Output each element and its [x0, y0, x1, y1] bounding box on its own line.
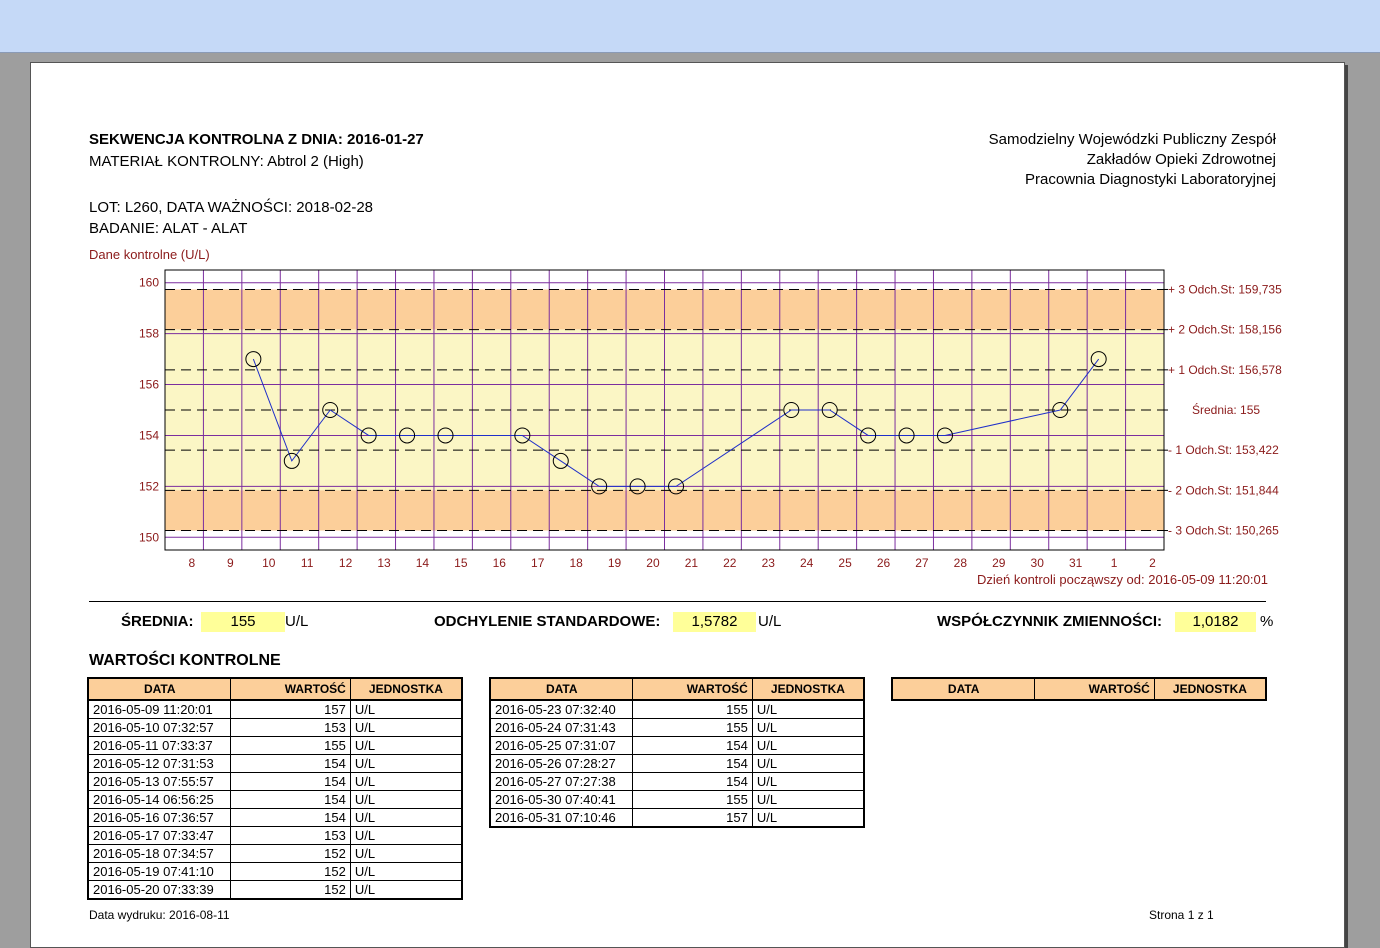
x-tick-label: 31	[1068, 556, 1083, 570]
value-cell: 154	[231, 791, 350, 809]
x-tick-label: 17	[531, 556, 545, 570]
x-tick-label: 22	[723, 556, 737, 570]
chart-footer-note: Dzień kontroli począwszy od: 2016-05-09 11:20:01	[977, 572, 1268, 587]
date-cell: 2016-05-12 07:31:53	[88, 755, 231, 773]
value-cell: 154	[231, 773, 350, 791]
col-header-value: WARTOŚĆ	[633, 678, 752, 700]
x-tick-label: 19	[607, 556, 622, 570]
table-row	[88, 755, 462, 773]
unit-cell: U/L	[752, 719, 864, 737]
date-cell: 2016-05-31 07:10:46	[490, 809, 633, 828]
x-tick-label: 15	[454, 556, 468, 570]
x-tick-label: 9	[226, 556, 234, 570]
unit-cell: U/L	[752, 700, 864, 719]
value-cell: 157	[633, 809, 752, 828]
report-title: SEKWENCJA KONTROLNA Z DNIA: 2016-01-27	[89, 131, 424, 148]
unit-cell: U/L	[752, 737, 864, 755]
table-row	[88, 863, 462, 881]
x-tick-label: 13	[377, 556, 391, 570]
table-row	[490, 700, 864, 719]
mean-unit: U/L	[285, 613, 309, 630]
divider	[89, 601, 1266, 602]
value-cell: 154	[633, 755, 752, 773]
cv-label: WSPÓŁCZYNNIK ZMIENNOŚCI:	[937, 613, 1162, 630]
lot-info: LOT: L260, DATA WAŻNOŚCI: 2018-02-28	[89, 199, 374, 216]
unit-cell: U/L	[752, 773, 864, 791]
col-header-value: WARTOŚĆ	[231, 678, 350, 700]
page-number: Strona 1 z 1	[1149, 908, 1214, 922]
date-cell: 2016-05-23 07:32:40	[490, 700, 633, 719]
test-name: BADANIE: ALAT - ALAT	[89, 220, 248, 237]
value-cell: 152	[231, 845, 350, 863]
sd-label: Średnia: 155	[1192, 403, 1261, 417]
x-tick-label: 26	[876, 556, 891, 570]
x-tick-label: 23	[761, 556, 775, 570]
print-date: Data wydruku: 2016-08-11	[89, 908, 230, 922]
table-row	[88, 827, 462, 845]
date-cell: 2016-05-30 07:40:41	[490, 791, 633, 809]
value-cell: 152	[231, 863, 350, 881]
x-tick-label: 16	[492, 556, 506, 570]
org-line-1: Samodzielny Wojewódzki Publiczny Zespół	[988, 131, 1276, 148]
sd-label: - 3 Odch.St: 150,265	[1168, 523, 1279, 538]
sd-value: 1,5782	[673, 612, 756, 632]
date-cell: 2016-05-14 06:56:25	[88, 791, 231, 809]
sd-label: + 3 Odch.St: 159,735	[1168, 282, 1282, 297]
unit-cell: U/L	[350, 755, 462, 773]
date-cell: 2016-05-13 07:55:57	[88, 773, 231, 791]
x-tick-label: 29	[992, 556, 1006, 570]
value-cell: 154	[231, 755, 350, 773]
table-row	[490, 737, 864, 755]
value-cell: 155	[231, 737, 350, 755]
cv-unit: %	[1260, 613, 1274, 630]
unit-cell: U/L	[350, 700, 462, 719]
unit-cell: U/L	[350, 827, 462, 845]
values-table-1	[87, 677, 463, 900]
x-tick-label: 30	[1030, 556, 1044, 570]
sd-label: - 1 Odch.St: 153,422	[1168, 443, 1279, 458]
values-table-2	[489, 677, 865, 828]
table-row	[88, 881, 462, 900]
unit-cell: U/L	[752, 809, 864, 828]
x-tick-label: 11	[300, 556, 314, 570]
date-cell: 2016-05-19 07:41:10	[88, 863, 231, 881]
col-header-unit: JEDNOSTKA	[752, 678, 864, 700]
sd-label: + 1 Odch.St: 156,578	[1168, 362, 1282, 377]
sd-label: ODCHYLENIE STANDARDOWE:	[434, 613, 661, 630]
date-cell: 2016-05-16 07:36:57	[88, 809, 231, 827]
values-table-3	[891, 677, 1267, 701]
unit-cell: U/L	[752, 755, 864, 773]
date-cell: 2016-05-17 07:33:47	[88, 827, 231, 845]
value-cell: 155	[633, 791, 752, 809]
table-row	[88, 773, 462, 791]
y-tick-label: 150	[138, 530, 159, 545]
cv-value: 1,0182	[1175, 612, 1256, 632]
org-line-3: Pracownia Diagnostyki Laboratoryjnej	[1025, 171, 1276, 188]
table-row	[88, 809, 462, 827]
unit-cell: U/L	[350, 773, 462, 791]
y-tick-label: 160	[138, 275, 159, 290]
date-cell: 2016-05-26 07:28:27	[490, 755, 633, 773]
date-cell: 2016-05-25 07:31:07	[490, 737, 633, 755]
table-row	[490, 773, 864, 791]
unit-cell: U/L	[350, 845, 462, 863]
x-tick-label: 25	[838, 556, 852, 570]
date-cell: 2016-05-18 07:34:57	[88, 845, 231, 863]
date-cell: 2016-05-27 07:27:38	[490, 773, 633, 791]
col-header-date: DATA	[892, 678, 1035, 700]
x-tick-label: 28	[953, 556, 968, 570]
table-row	[490, 791, 864, 809]
table-row	[490, 719, 864, 737]
x-tick-label: 27	[915, 556, 929, 570]
x-tick-label: 20	[646, 556, 660, 570]
mean-value: 155	[201, 612, 285, 632]
table-row	[490, 755, 864, 773]
y-tick-label: 158	[138, 326, 159, 341]
value-cell: 153	[231, 719, 350, 737]
col-header-date: DATA	[490, 678, 633, 700]
values-title: WARTOŚCI KONTROLNE	[89, 652, 281, 669]
value-cell: 154	[633, 773, 752, 791]
x-tick-label: 12	[338, 556, 353, 570]
unit-cell: U/L	[752, 791, 864, 809]
value-cell: 157	[231, 700, 350, 719]
sd-label: + 2 Odch.St: 158,156	[1168, 322, 1282, 337]
y-tick-label: 154	[138, 428, 159, 443]
x-tick-label: 24	[799, 556, 814, 570]
levey-jennings-chart	[31, 63, 1344, 603]
x-tick-label: 2	[1149, 556, 1156, 570]
chart-ylabel: Dane kontrolne (U/L)	[89, 247, 210, 262]
x-tick-label: 1	[1110, 556, 1118, 570]
col-header-value: WARTOŚĆ	[1035, 678, 1154, 700]
value-cell: 152	[231, 881, 350, 900]
y-tick-label: 156	[138, 377, 159, 392]
org-line-2: Zakładów Opieki Zdrowotnej	[1086, 151, 1276, 168]
col-header-unit: JEDNOSTKA	[1154, 678, 1266, 700]
date-cell: 2016-05-10 07:32:57	[88, 719, 231, 737]
table-row	[88, 845, 462, 863]
x-tick-label: 8	[188, 556, 196, 570]
date-cell: 2016-05-11 07:33:37	[88, 737, 231, 755]
col-header-unit: JEDNOSTKA	[350, 678, 462, 700]
value-cell: 155	[633, 700, 752, 719]
value-cell: 155	[633, 719, 752, 737]
unit-cell: U/L	[350, 881, 462, 900]
col-header-date: DATA	[88, 678, 231, 700]
x-tick-label: 10	[262, 556, 276, 570]
table-row	[88, 791, 462, 809]
report-page	[30, 62, 1345, 948]
table-row	[88, 737, 462, 755]
unit-cell: U/L	[350, 719, 462, 737]
sd-label: - 2 Odch.St: 151,844	[1168, 483, 1279, 498]
table-row	[490, 809, 864, 828]
unit-cell: U/L	[350, 737, 462, 755]
unit-cell: U/L	[350, 863, 462, 881]
unit-cell: U/L	[350, 791, 462, 809]
value-cell: 154	[231, 809, 350, 827]
unit-cell: U/L	[350, 809, 462, 827]
mean-label: ŚREDNIA:	[121, 613, 194, 630]
date-cell: 2016-05-24 07:31:43	[490, 719, 633, 737]
value-cell: 154	[633, 737, 752, 755]
date-cell: 2016-05-09 11:20:01	[88, 700, 231, 719]
y-tick-label: 152	[138, 479, 159, 494]
x-tick-label: 18	[569, 556, 583, 570]
date-cell: 2016-05-20 07:33:39	[88, 881, 231, 900]
x-tick-label: 14	[415, 556, 430, 570]
viewer-toolbar	[0, 0, 1380, 53]
value-cell: 153	[231, 827, 350, 845]
sd-unit: U/L	[758, 613, 782, 630]
x-tick-label: 21	[684, 556, 699, 570]
table-row	[88, 700, 462, 719]
table-row	[88, 719, 462, 737]
control-material: MATERIAŁ KONTROLNY: Abtrol 2 (High)	[89, 153, 364, 170]
